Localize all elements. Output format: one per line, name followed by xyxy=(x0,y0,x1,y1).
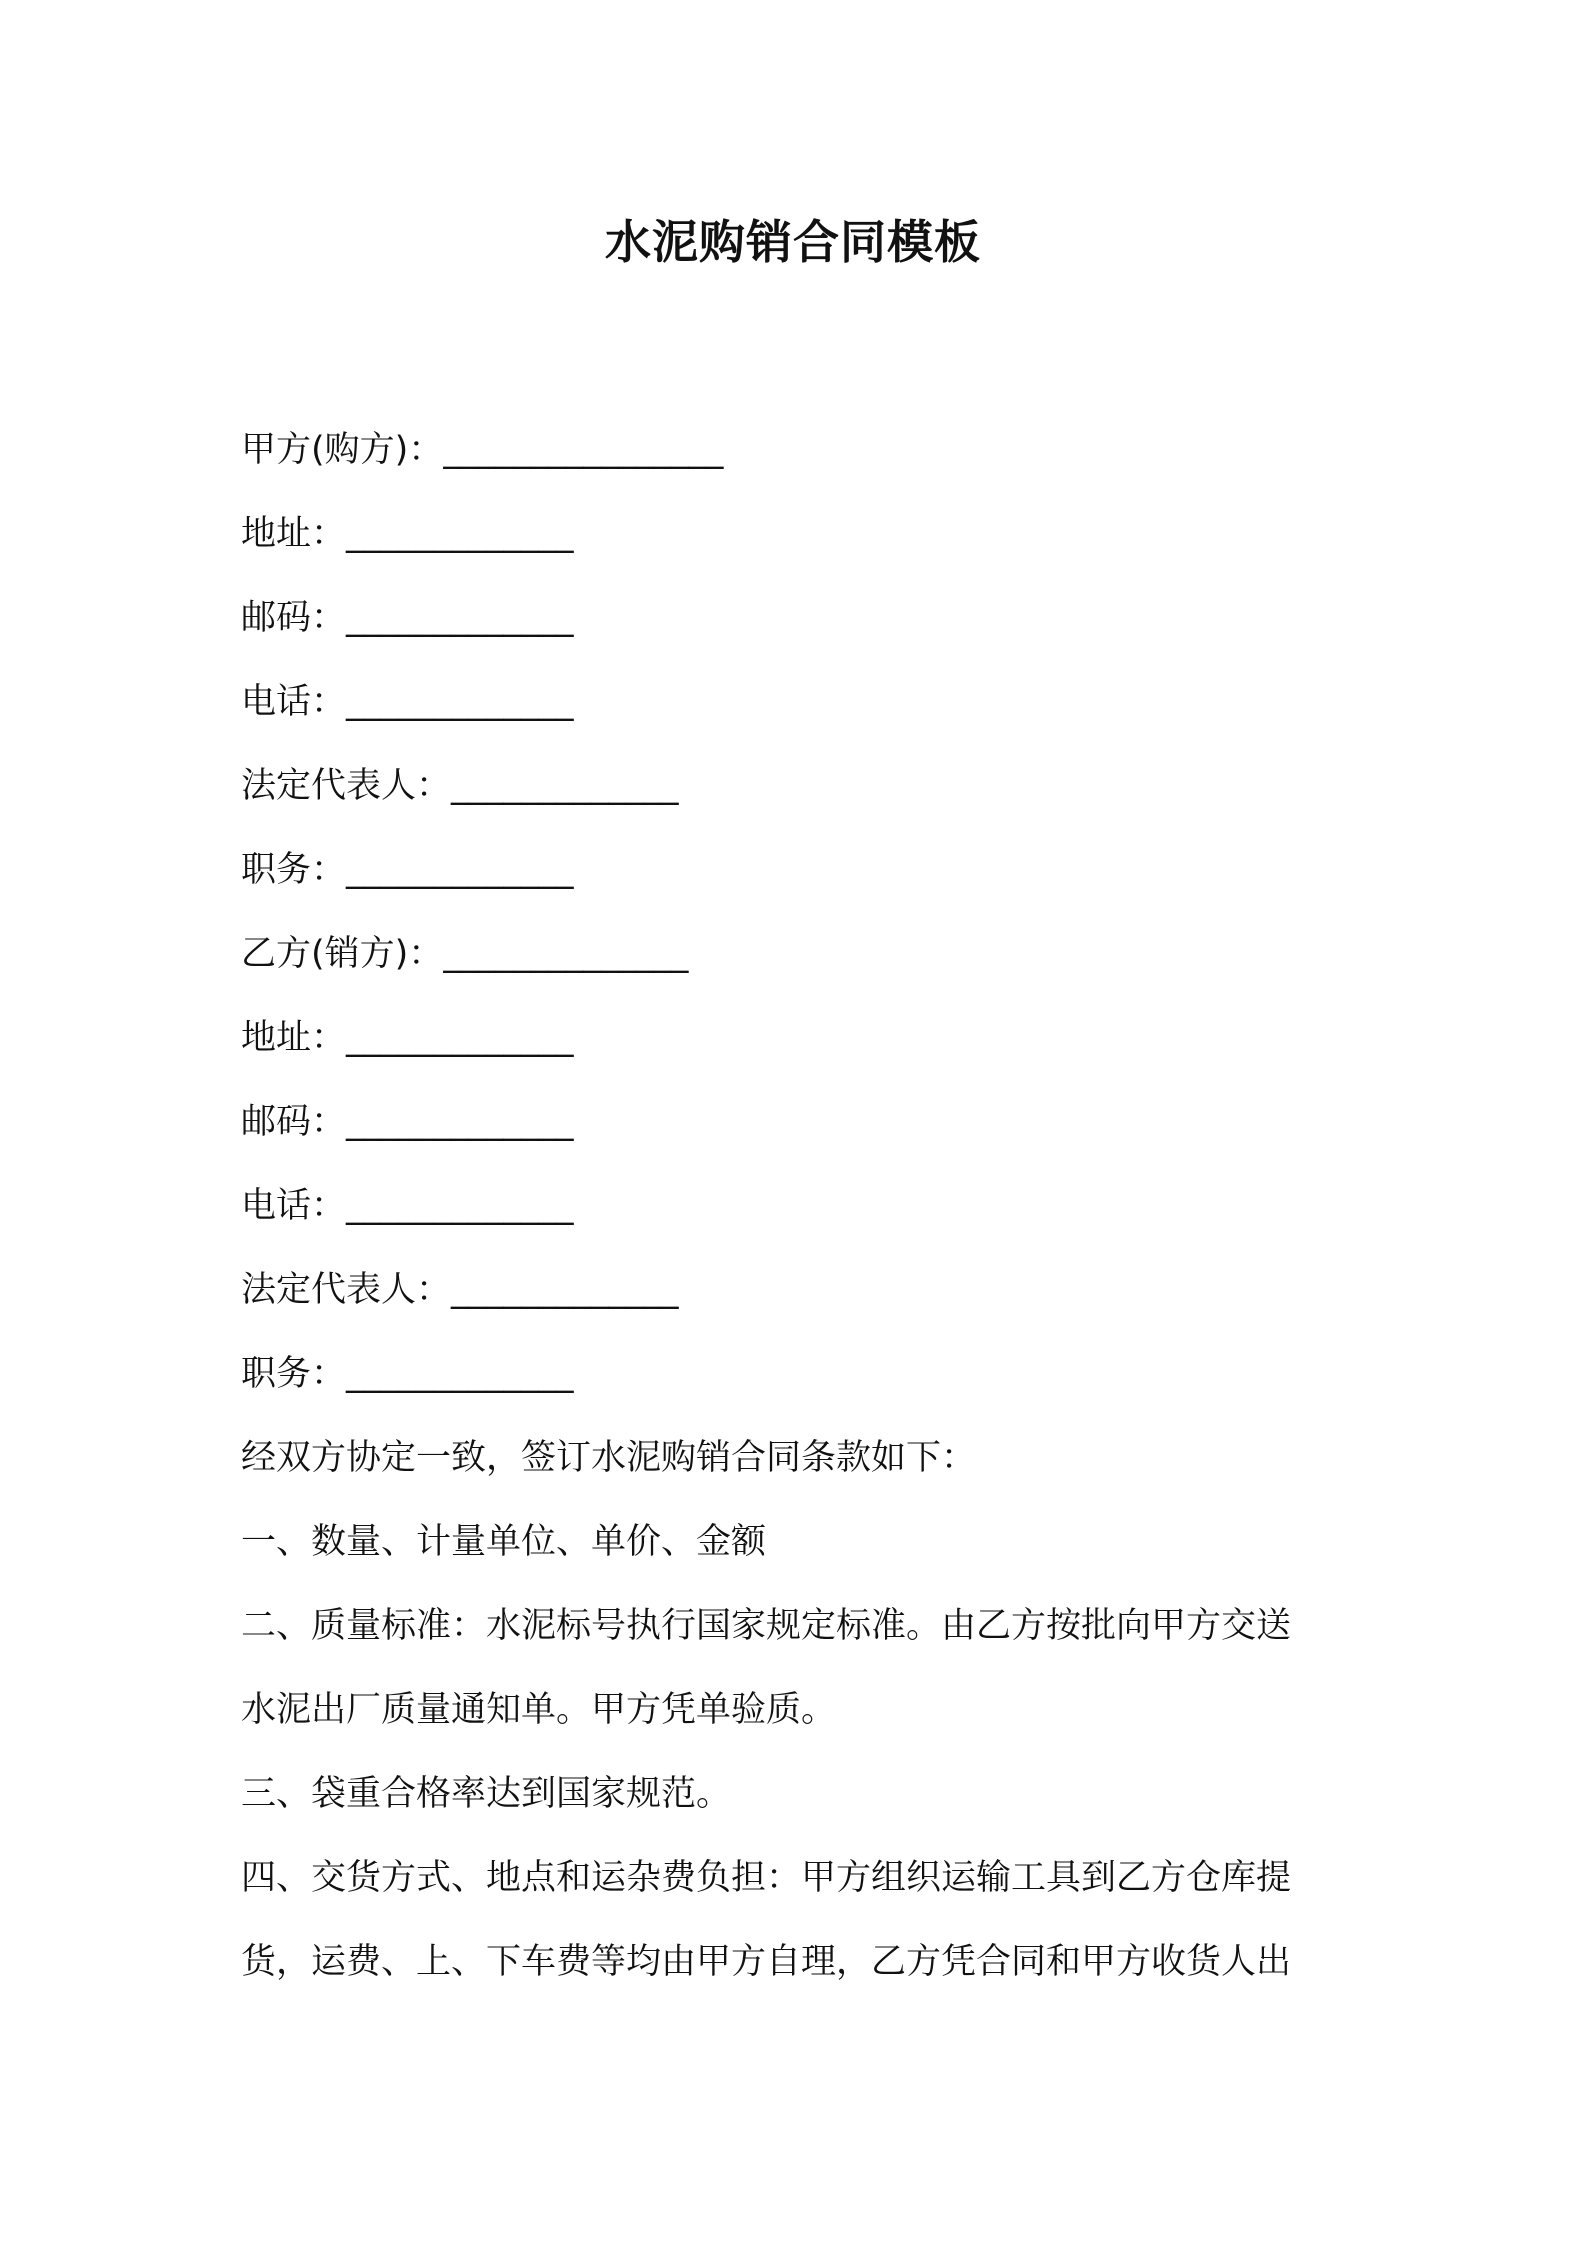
clause-1: 一、数量、计量单位、单价、金额 xyxy=(241,1522,767,1562)
field-label: 法定代表人： xyxy=(241,766,452,806)
field-label: 职务： xyxy=(241,850,347,890)
party-a-line xyxy=(241,408,1361,492)
field-label: 电话： xyxy=(241,682,347,722)
agreement-intro: 经双方协定一致，签订水泥购销合同条款如下： xyxy=(241,1438,977,1478)
field-label: 职务： xyxy=(241,1354,347,1394)
fill-blank: _____________ xyxy=(451,1270,679,1310)
fill-blank: _____________ xyxy=(346,514,574,554)
fill-blank: _____________ xyxy=(346,1018,574,1058)
fill-blank: _____________ xyxy=(346,1186,574,1226)
clause-4-line-1: 四、交货方式、地点和运杂费负担：甲方组织运输工具到乙方仓库提 xyxy=(241,1858,1292,1898)
field-label: 甲方(购方)： xyxy=(241,430,444,470)
fill-blank: _____________ xyxy=(451,766,679,806)
party-a-address-line xyxy=(241,492,1361,576)
party-a-position-line xyxy=(241,828,1361,912)
field-label: 邮码： xyxy=(241,598,347,638)
party-b-line xyxy=(241,912,1361,996)
party-b-position-line xyxy=(241,1332,1361,1416)
field-label: 电话： xyxy=(241,1186,347,1226)
party-b-postcode-line xyxy=(241,1080,1361,1164)
party-a-legal-rep-line xyxy=(241,744,1361,828)
field-label: 地址： xyxy=(241,514,347,554)
clause-2-line-2: 水泥出厂质量通知单。甲方凭单验质。 xyxy=(241,1690,837,1730)
field-label: 地址： xyxy=(241,1018,347,1058)
field-label: 法定代表人： xyxy=(241,1270,452,1310)
clause-2-line-1: 二、质量标准：水泥标号执行国家规定标准。由乙方按批向甲方交送 xyxy=(241,1606,1292,1646)
party-b-legal-rep-line xyxy=(241,1248,1361,1332)
fill-blank: _____________ xyxy=(346,682,574,722)
party-a-postcode-line xyxy=(241,576,1361,660)
party-b-phone-line xyxy=(241,1164,1361,1248)
document-title: 水泥购销合同模板 xyxy=(605,215,981,269)
field-label: 邮码： xyxy=(241,1102,347,1142)
fill-blank: _____________ xyxy=(346,1354,574,1394)
document-body xyxy=(241,408,1361,2004)
party-a-phone-line xyxy=(241,660,1361,744)
fill-blank: _____________ xyxy=(346,598,574,638)
fill-blank: ________________ xyxy=(443,430,724,470)
field-label: 乙方(销方)： xyxy=(241,934,444,974)
clause-4-line-2: 货，运费、上、下车费等均由甲方自理，乙方凭合同和甲方收货人出 xyxy=(241,1942,1292,1982)
clause-3: 三、袋重合格率达到国家规范。 xyxy=(241,1774,732,1814)
fill-blank: ______________ xyxy=(443,934,689,974)
fill-blank: _____________ xyxy=(346,1102,574,1142)
fill-blank: _____________ xyxy=(346,850,574,890)
party-b-address-line xyxy=(241,996,1361,1080)
